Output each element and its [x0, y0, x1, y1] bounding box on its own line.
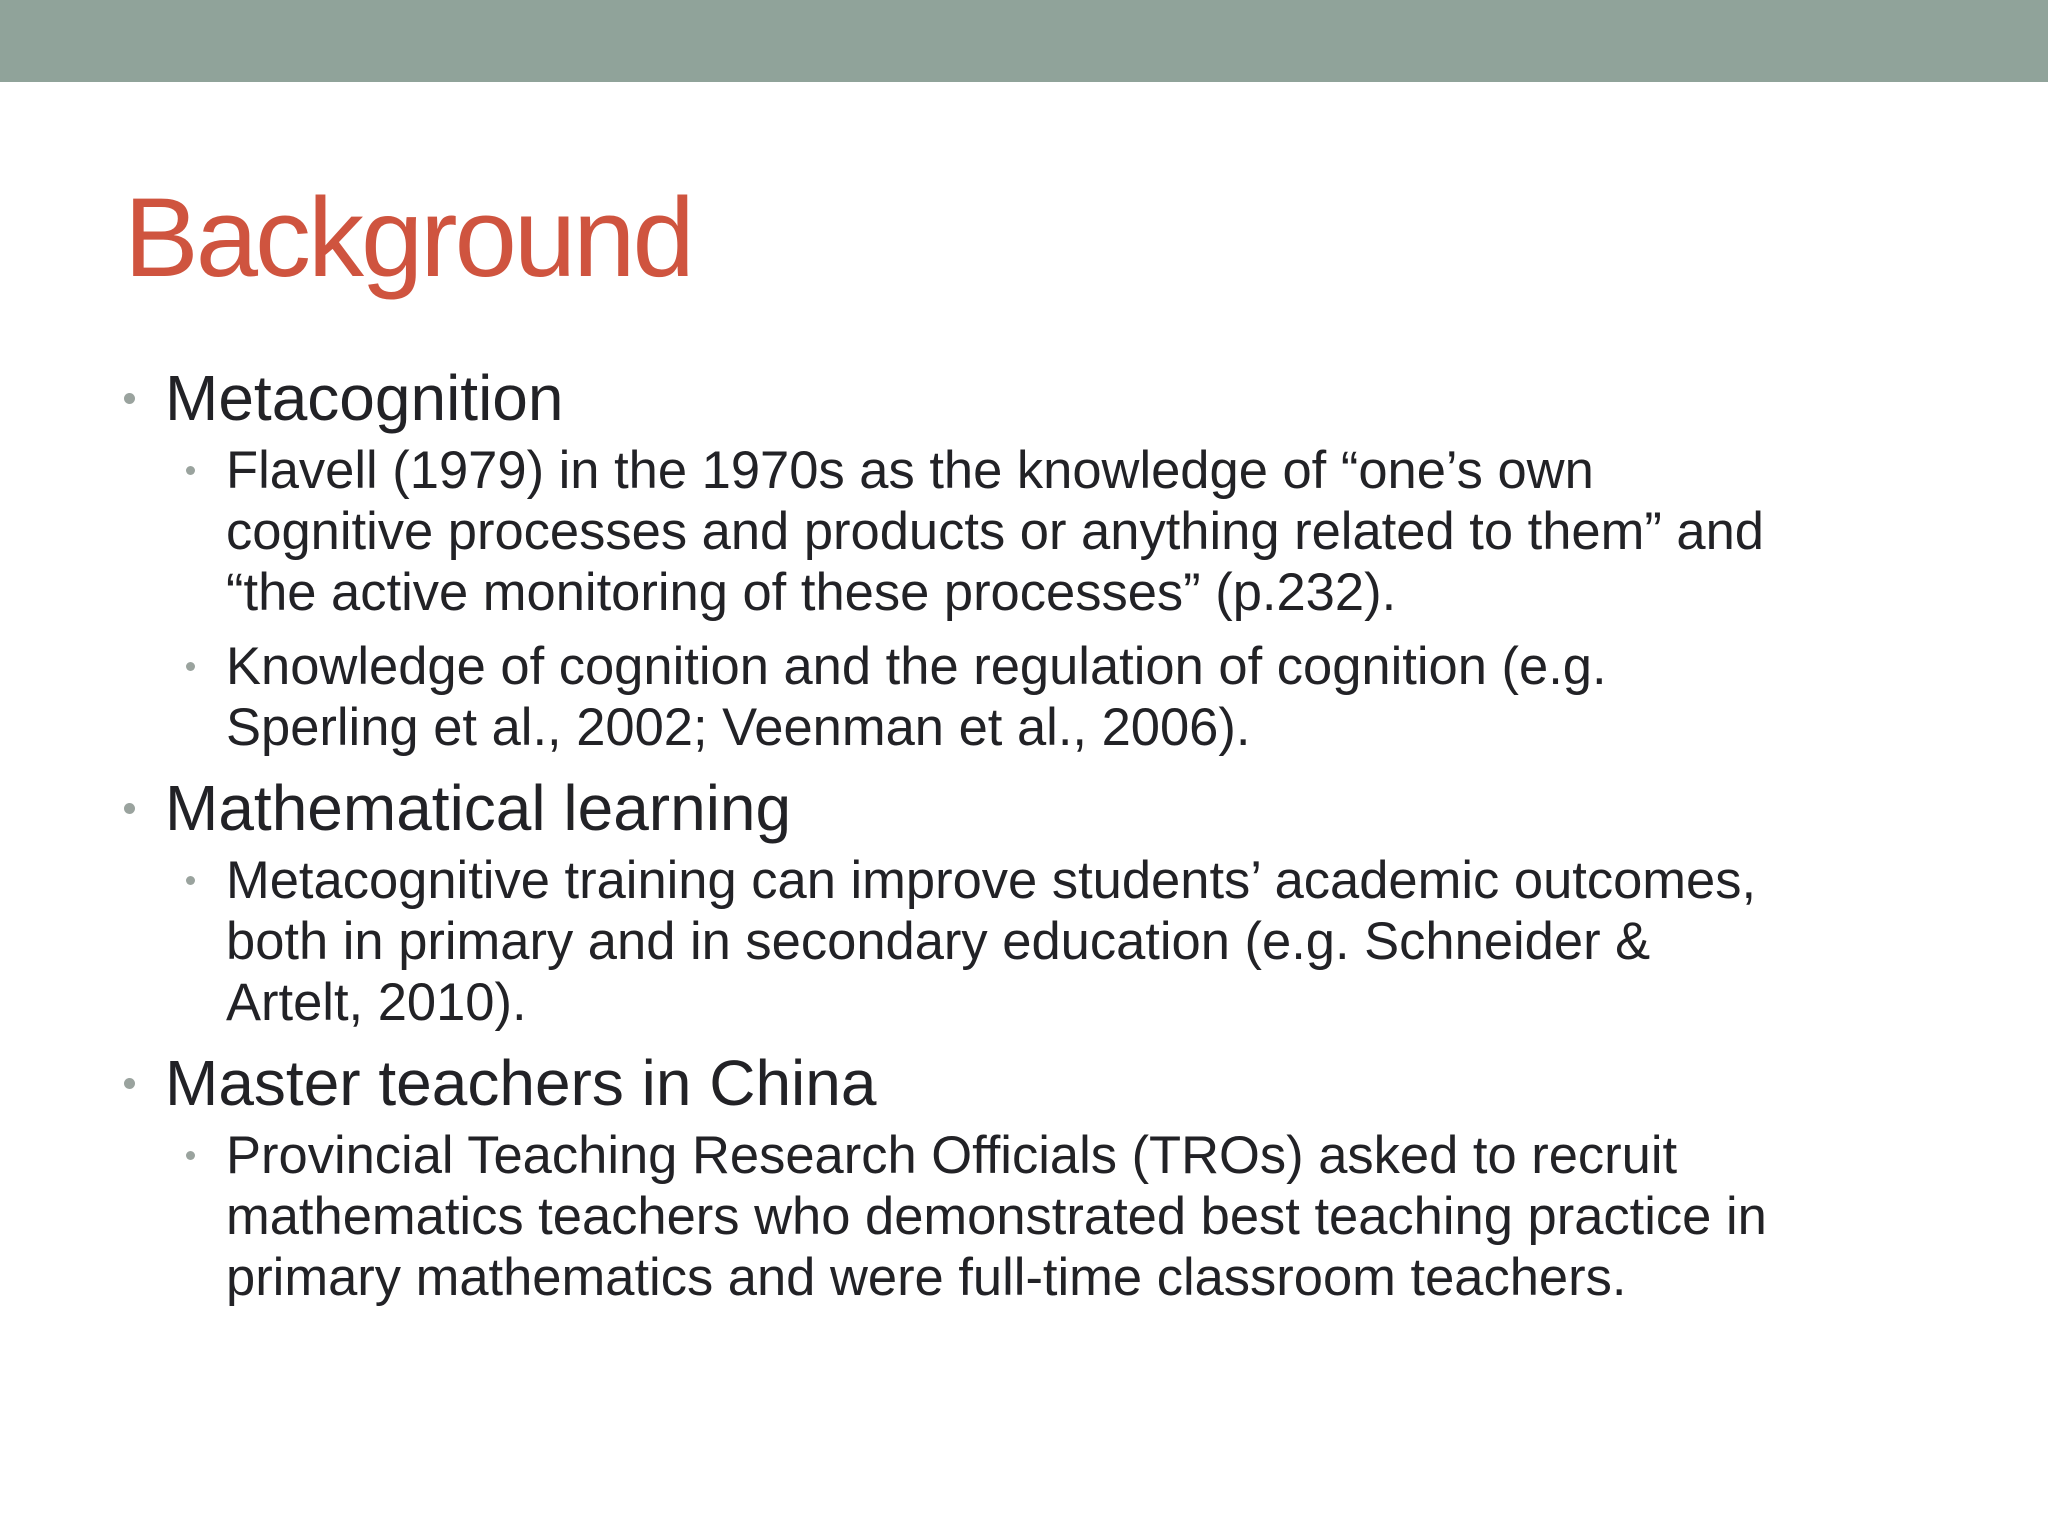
sub-bullet-line: primary mathematics and were full-time classroom teachers. [226, 1248, 1627, 1307]
sub-bullet-line: Flavell (1979) in the 1970s as the knowledge of “one’s own [226, 441, 1594, 500]
bullet-dot-icon [186, 466, 195, 475]
sub-bullet-line: Provincial Teaching Research Officials (TROs) asked to recruit [226, 1126, 1678, 1185]
sub-bullet-flavell [165, 440, 2004, 623]
sub-bullet-line: Knowledge of cognition and the regulation of cognition (e.g. [226, 637, 1607, 696]
bullet-text: Mathematical learning [165, 772, 792, 844]
bullet-metacognition [124, 362, 2004, 434]
bullet-mathematical-learning [124, 772, 2004, 844]
sub-bullet-line: mathematics teachers who demonstrated best teaching practice in [226, 1187, 1767, 1246]
bullet-dot-icon [186, 662, 195, 671]
sub-bullet-knowledge-of-cognition [165, 636, 2004, 758]
sub-bullet-line: “the active monitoring of these processes” (p.232). [226, 563, 1397, 622]
sub-bullet-line: both in primary and in secondary education (e.g. Schneider & [226, 912, 1651, 971]
bullet-dot-icon [124, 803, 135, 814]
sub-bullet-line: Artelt, 2010). [226, 973, 527, 1032]
bullet-master-teachers [124, 1047, 2004, 1119]
sub-bullet-provincial-tros [165, 1125, 2004, 1308]
slide-body [124, 362, 2004, 1308]
top-accent-band [0, 0, 2048, 82]
bullet-dot-icon [186, 876, 195, 885]
sub-bullet-line: Metacognitive training can improve students’ academic outcomes, [226, 851, 1757, 910]
slide-title: Background [124, 175, 692, 300]
bullet-dot-icon [124, 1078, 135, 1089]
bullet-text: Metacognition [165, 362, 564, 434]
sub-bullet-line: Sperling et al., 2002; Veenman et al., 2006). [226, 698, 1251, 757]
sub-bullet-metacognitive-training [165, 850, 2004, 1033]
sub-bullet-line: cognitive processes and products or anything related to them” and [226, 502, 1764, 561]
bullet-text: Master teachers in China [165, 1047, 877, 1119]
bullet-dot-icon [186, 1151, 195, 1160]
bullet-dot-icon [124, 393, 135, 404]
